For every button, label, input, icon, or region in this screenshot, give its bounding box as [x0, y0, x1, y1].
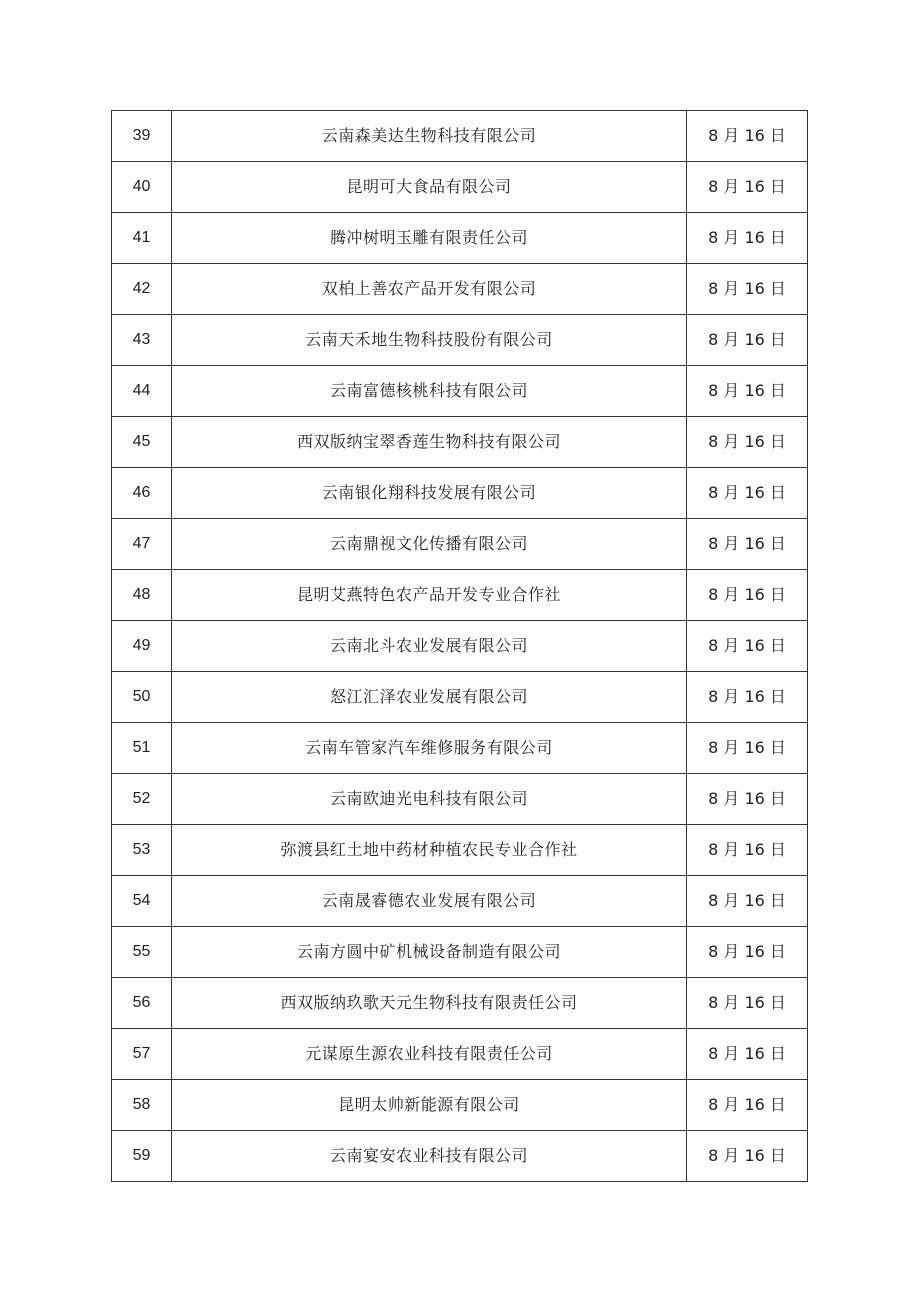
row-number-cell: 43 — [112, 315, 172, 366]
table-row — [112, 1131, 808, 1182]
company-name-cell: 云南鼎视文化传播有限公司 — [172, 519, 687, 570]
table-row — [112, 315, 808, 366]
company-name-cell: 元谋原生源农业科技有限责任公司 — [172, 1029, 687, 1080]
company-name-cell: 云南欧迪光电科技有限公司 — [172, 774, 687, 825]
row-number-cell: 49 — [112, 621, 172, 672]
company-name-cell: 弥渡县红土地中药材种植农民专业合作社 — [172, 825, 687, 876]
date-cell: 8 月 16 日 — [687, 366, 808, 417]
table-row — [112, 366, 808, 417]
table-row — [112, 417, 808, 468]
company-list-table — [111, 110, 808, 1182]
company-name-cell: 腾冲树明玉雕有限责任公司 — [172, 213, 687, 264]
date-cell: 8 月 16 日 — [687, 417, 808, 468]
row-number-cell: 54 — [112, 876, 172, 927]
table-row — [112, 162, 808, 213]
table-row — [112, 570, 808, 621]
table-row — [112, 825, 808, 876]
company-name-cell: 云南北斗农业发展有限公司 — [172, 621, 687, 672]
date-cell: 8 月 16 日 — [687, 162, 808, 213]
company-name-cell: 云南富德核桃科技有限公司 — [172, 366, 687, 417]
date-cell: 8 月 16 日 — [687, 723, 808, 774]
table-row — [112, 468, 808, 519]
date-cell: 8 月 16 日 — [687, 672, 808, 723]
table-row — [112, 672, 808, 723]
company-name-cell: 双柏上善农产品开发有限公司 — [172, 264, 687, 315]
table-row — [112, 927, 808, 978]
company-name-cell: 云南晟睿德农业发展有限公司 — [172, 876, 687, 927]
date-cell: 8 月 16 日 — [687, 519, 808, 570]
row-number-cell: 44 — [112, 366, 172, 417]
date-cell: 8 月 16 日 — [687, 315, 808, 366]
table-row — [112, 519, 808, 570]
table-row — [112, 1080, 808, 1131]
table-row — [112, 111, 808, 162]
company-name-cell: 云南车管家汽车维修服务有限公司 — [172, 723, 687, 774]
row-number-cell: 57 — [112, 1029, 172, 1080]
company-name-cell: 昆明太帅新能源有限公司 — [172, 1080, 687, 1131]
date-cell: 8 月 16 日 — [687, 1131, 808, 1182]
table-row — [112, 774, 808, 825]
row-number-cell: 52 — [112, 774, 172, 825]
row-number-cell: 50 — [112, 672, 172, 723]
company-name-cell: 西双版纳玖歌天元生物科技有限责任公司 — [172, 978, 687, 1029]
company-name-cell: 昆明艾燕特色农产品开发专业合作社 — [172, 570, 687, 621]
company-name-cell: 云南森美达生物科技有限公司 — [172, 111, 687, 162]
date-cell: 8 月 16 日 — [687, 876, 808, 927]
date-cell: 8 月 16 日 — [687, 1080, 808, 1131]
table-row — [112, 978, 808, 1029]
date-cell: 8 月 16 日 — [687, 111, 808, 162]
date-cell: 8 月 16 日 — [687, 978, 808, 1029]
date-cell: 8 月 16 日 — [687, 213, 808, 264]
date-cell: 8 月 16 日 — [687, 1029, 808, 1080]
table-body — [112, 111, 808, 1182]
date-cell: 8 月 16 日 — [687, 621, 808, 672]
table-row — [112, 1029, 808, 1080]
date-cell: 8 月 16 日 — [687, 468, 808, 519]
row-number-cell: 53 — [112, 825, 172, 876]
row-number-cell: 51 — [112, 723, 172, 774]
company-name-cell: 云南宴安农业科技有限公司 — [172, 1131, 687, 1182]
row-number-cell: 42 — [112, 264, 172, 315]
company-name-cell: 云南银化翔科技发展有限公司 — [172, 468, 687, 519]
company-name-cell: 昆明可大食品有限公司 — [172, 162, 687, 213]
row-number-cell: 56 — [112, 978, 172, 1029]
row-number-cell: 48 — [112, 570, 172, 621]
row-number-cell: 41 — [112, 213, 172, 264]
row-number-cell: 45 — [112, 417, 172, 468]
row-number-cell: 55 — [112, 927, 172, 978]
row-number-cell: 59 — [112, 1131, 172, 1182]
table-row — [112, 876, 808, 927]
company-name-cell: 云南方圆中矿机械设备制造有限公司 — [172, 927, 687, 978]
table-row — [112, 621, 808, 672]
table-row — [112, 213, 808, 264]
table-row — [112, 264, 808, 315]
table-row — [112, 723, 808, 774]
row-number-cell: 47 — [112, 519, 172, 570]
date-cell: 8 月 16 日 — [687, 927, 808, 978]
date-cell: 8 月 16 日 — [687, 774, 808, 825]
date-cell: 8 月 16 日 — [687, 570, 808, 621]
row-number-cell: 46 — [112, 468, 172, 519]
company-name-cell: 西双版纳宝翠香莲生物科技有限公司 — [172, 417, 687, 468]
date-cell: 8 月 16 日 — [687, 825, 808, 876]
row-number-cell: 40 — [112, 162, 172, 213]
date-cell: 8 月 16 日 — [687, 264, 808, 315]
company-name-cell: 云南天禾地生物科技股份有限公司 — [172, 315, 687, 366]
row-number-cell: 39 — [112, 111, 172, 162]
company-name-cell: 怒江汇泽农业发展有限公司 — [172, 672, 687, 723]
row-number-cell: 58 — [112, 1080, 172, 1131]
